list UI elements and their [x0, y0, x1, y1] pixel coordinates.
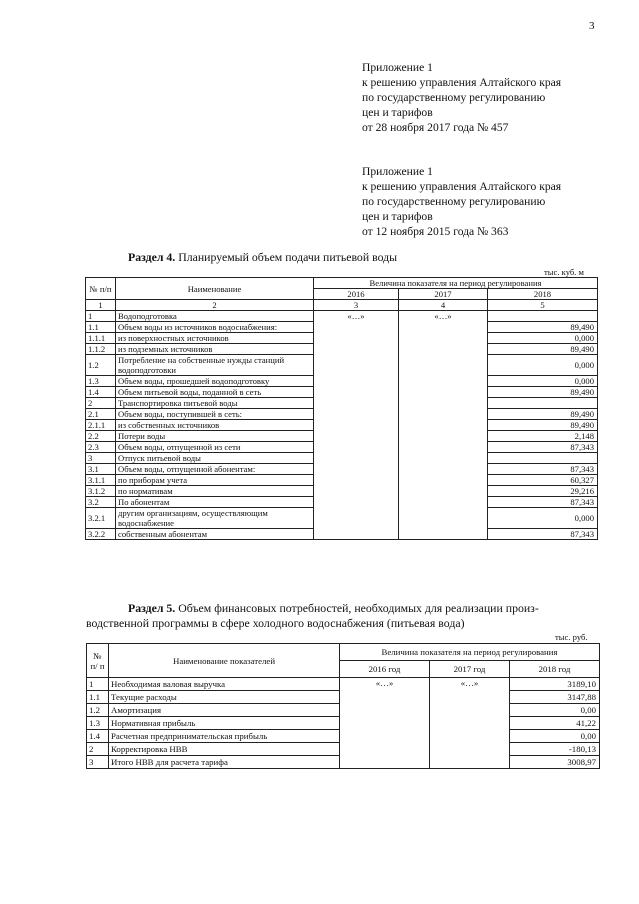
appendix-line: Приложение 1: [362, 61, 433, 74]
value-2018: 89,490: [488, 322, 598, 333]
value-2018: 89,490: [488, 420, 598, 431]
value-2017: «…»: [399, 311, 488, 540]
appendix-line: по государственному регулированию: [362, 91, 546, 104]
value-2018: 87,343: [488, 442, 598, 453]
value-2018: 87,343: [488, 464, 598, 475]
row-number: 1: [87, 678, 109, 691]
value-2018: [488, 398, 598, 409]
value-2018: 29,216: [488, 486, 598, 497]
col-number: 1: [86, 300, 116, 311]
row-number: 1.1: [87, 691, 109, 704]
row-name: Текущие расходы: [109, 691, 340, 704]
row-name: Объем питьевой воды, поданной в сеть: [116, 387, 314, 398]
row-name: Объем воды, поступившей в сеть:: [116, 409, 314, 420]
col-number: 2: [116, 300, 314, 311]
col-header-year: 2016: [314, 289, 399, 300]
value-2018: [488, 311, 598, 322]
appendix-header-2017: [362, 60, 561, 135]
row-name: другим организациям, осуществляющим водоснабжение: [116, 508, 314, 529]
value-2017: «…»: [430, 678, 510, 769]
section4-title-text: Планируемый объем подачи питьевой воды: [175, 250, 398, 264]
value-2018: 89,490: [488, 387, 598, 398]
value-2018: 89,490: [488, 344, 598, 355]
col-header-year: 2016 год: [340, 661, 430, 678]
row-name: Транспортировка питьевой воды: [116, 398, 314, 409]
col-number: 5: [488, 300, 598, 311]
row-number: 1.1.1: [86, 333, 116, 344]
row-name: по нормативам: [116, 486, 314, 497]
row-name: Необходимая валовая выручка: [109, 678, 340, 691]
row-number: 1.1: [86, 322, 116, 333]
row-number: 1.4: [86, 387, 116, 398]
value-2016: «…»: [340, 678, 430, 769]
col-number: 3: [314, 300, 399, 311]
appendix-line: от 12 ноября 2015 года № 363: [362, 225, 509, 238]
row-number: 1.3: [86, 376, 116, 387]
value-2018: 41,22: [510, 717, 600, 730]
value-2016: «…»: [314, 311, 399, 540]
appendix-line: цен и тарифов: [362, 106, 433, 119]
row-name: Расчетная предпринимательская прибыль: [109, 730, 340, 743]
row-number: 2: [86, 398, 116, 409]
row-name: Объем воды, отпущенной из сети: [116, 442, 314, 453]
row-number: 1: [86, 311, 116, 322]
row-name: из поверхностных источников: [116, 333, 314, 344]
value-2018: 2,148: [488, 431, 598, 442]
section4-title-bold: Раздел 4.: [128, 250, 176, 264]
section5-title-line1: [128, 601, 539, 616]
section4-table: [85, 277, 598, 540]
appendix-line: по государственному регулированию: [362, 195, 546, 208]
appendix-line: от 28 ноября 2017 года № 457: [362, 121, 509, 134]
row-number: 2: [87, 743, 109, 756]
value-2018: 0,000: [488, 333, 598, 344]
appendix-line: к решению управления Алтайского края: [362, 180, 562, 193]
appendix-header-2015: [362, 164, 561, 239]
value-2018: 0,000: [488, 508, 598, 529]
table-row: [87, 678, 600, 691]
value-2018: 3008,97: [510, 756, 600, 769]
value-2018: 89,490: [488, 409, 598, 420]
row-name: по приборам учета: [116, 475, 314, 486]
value-2018: 0,00: [510, 704, 600, 717]
row-number: 3: [86, 453, 116, 464]
row-name: Нормативная прибыль: [109, 717, 340, 730]
value-2018: 0,000: [488, 376, 598, 387]
row-number: 3.1.1: [86, 475, 116, 486]
col-header-period: Величина показателя на период регулирования: [314, 278, 598, 289]
col-header-period: Величина показателя на период регулирования: [340, 644, 600, 661]
section5-title-line2: водственной программы в сфере холодного водоснабжения (питьевая вода): [86, 616, 465, 630]
row-name: Потери воды: [116, 431, 314, 442]
section5-title-text: Объем финансовых потребностей, необходимых для реализации произ-: [175, 601, 539, 615]
appendix-line: цен и тарифов: [362, 210, 433, 223]
section5-title-bold: Раздел 5.: [128, 601, 176, 615]
row-name: Отпуск питьевой воды: [116, 453, 314, 464]
row-number: 3: [87, 756, 109, 769]
row-number: 3.1.2: [86, 486, 116, 497]
section5-table: [86, 643, 600, 769]
value-2018: 3147,88: [510, 691, 600, 704]
row-number: 3.1: [86, 464, 116, 475]
value-2018: [488, 453, 598, 464]
row-name: По абонентам: [116, 497, 314, 508]
row-name: Итого НВВ для расчета тарифа: [109, 756, 340, 769]
row-name: из собственных источников: [116, 420, 314, 431]
appendix-line: Приложение 1: [362, 165, 433, 178]
value-2018: 87,343: [488, 497, 598, 508]
section4-title: [128, 250, 397, 265]
page-number: 3: [589, 20, 595, 32]
col-header-name: Наименование: [116, 278, 314, 300]
col-header-year: 2018 год: [510, 661, 600, 678]
row-name: Амортизация: [109, 704, 340, 717]
value-2018: 87,343: [488, 529, 598, 540]
row-number: 1.1.2: [86, 344, 116, 355]
row-name: из подземных источников: [116, 344, 314, 355]
row-number: 1.2: [87, 704, 109, 717]
row-number: 2.2: [86, 431, 116, 442]
value-2018: -180,13: [510, 743, 600, 756]
row-number: 1.2: [86, 355, 116, 376]
table-row: [86, 311, 598, 322]
col-header-num: № п/ п: [87, 644, 109, 678]
col-header-year: 2017 год: [430, 661, 510, 678]
section5-unit: тыс. руб.: [555, 632, 588, 642]
col-header-year: 2017: [399, 289, 488, 300]
row-name: Объем воды, прошедшей водоподготовку: [116, 376, 314, 387]
row-number: 2.1.1: [86, 420, 116, 431]
row-number: 1.4: [87, 730, 109, 743]
appendix-line: к решению управления Алтайского края: [362, 76, 562, 89]
col-header-year: 2018: [488, 289, 598, 300]
section4-unit: тыс. куб. м: [544, 267, 584, 277]
col-number: 4: [399, 300, 488, 311]
row-number: 2.1: [86, 409, 116, 420]
row-name: собственным абонентам: [116, 529, 314, 540]
row-name: Объем воды из источников водоснабжения:: [116, 322, 314, 333]
value-2018: 0,000: [488, 355, 598, 376]
col-header-num: № п/п: [86, 278, 116, 300]
value-2018: 0,00: [510, 730, 600, 743]
row-name: Объем воды, отпущенной абонентам:: [116, 464, 314, 475]
col-header-name: Наименование показателей: [109, 644, 340, 678]
value-2018: 60,327: [488, 475, 598, 486]
row-number: 2.3: [86, 442, 116, 453]
row-number: 1.3: [87, 717, 109, 730]
row-name: Потребление на собственные нужды станций водоподготовки: [116, 355, 314, 376]
row-name: Корректировка НВВ: [109, 743, 340, 756]
value-2018: 3189,10: [510, 678, 600, 691]
row-number: 3.2.1: [86, 508, 116, 529]
row-number: 3.2.2: [86, 529, 116, 540]
row-name: Водоподготовка: [116, 311, 314, 322]
row-number: 3.2: [86, 497, 116, 508]
